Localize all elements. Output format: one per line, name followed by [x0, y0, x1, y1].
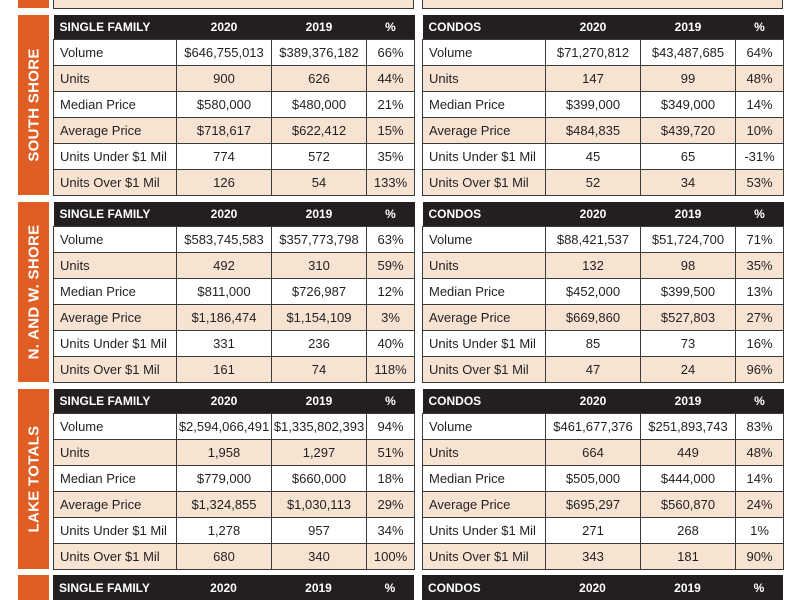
percent-change: 94%	[367, 414, 415, 440]
value-2019: 65	[641, 144, 736, 170]
value-2020: $71,270,812	[546, 40, 641, 66]
row-label: Median Price	[423, 92, 546, 118]
top-single-family-strip	[53, 0, 414, 9]
header-year-2020: 2020	[177, 202, 272, 227]
value-2019: $726,987	[272, 279, 367, 305]
row-label: Volume	[54, 414, 177, 440]
percent-change: 3%	[367, 305, 415, 331]
header-year-2020: 2020	[177, 389, 272, 414]
value-2019: 99	[641, 66, 736, 92]
table-row	[423, 279, 784, 305]
bottom-sidebar-stub	[18, 575, 49, 600]
percent-change: 21%	[367, 92, 415, 118]
value-2019: 236	[272, 331, 367, 357]
table-row	[54, 466, 415, 492]
row-label: Median Price	[54, 466, 177, 492]
single-family-table	[53, 389, 415, 570]
row-label: Units Over $1 Mil	[54, 357, 177, 383]
table-row	[423, 492, 784, 518]
row-label: Volume	[54, 227, 177, 253]
value-2020: 126	[177, 170, 272, 196]
value-2020: 664	[546, 440, 641, 466]
table-row	[423, 170, 784, 196]
condos-table	[422, 202, 784, 383]
percent-change: 40%	[367, 331, 415, 357]
percent-change: 27%	[736, 305, 784, 331]
value-2020: 85	[546, 331, 641, 357]
value-2020: $811,000	[177, 279, 272, 305]
value-2020: 680	[177, 544, 272, 570]
percent-change: 16%	[736, 331, 784, 357]
percent-change: 18%	[367, 466, 415, 492]
row-label: Units	[423, 440, 546, 466]
header-label: SINGLE FAMILY	[54, 389, 177, 414]
value-2019: $51,724,700	[641, 227, 736, 253]
table-row	[423, 357, 784, 383]
header-label: CONDOS	[423, 389, 546, 414]
row-label: Volume	[423, 40, 546, 66]
value-2020: 47	[546, 357, 641, 383]
row-label: Units Under $1 Mil	[54, 518, 177, 544]
header-percent: %	[736, 15, 784, 40]
header-label: CONDOS	[423, 15, 546, 40]
region-section	[0, 15, 800, 195]
row-label: Units Under $1 Mil	[54, 144, 177, 170]
header-label: CONDOS	[423, 202, 546, 227]
header-year-2019: 2019	[641, 202, 736, 227]
value-2020: $718,617	[177, 118, 272, 144]
value-2020: $1,186,474	[177, 305, 272, 331]
value-2020: $484,835	[546, 118, 641, 144]
header-year-2020: 2020	[210, 580, 237, 595]
table-row	[423, 331, 784, 357]
table-row	[423, 440, 784, 466]
percent-change: 15%	[367, 118, 415, 144]
row-label: Units Over $1 Mil	[54, 170, 177, 196]
value-2019: 340	[272, 544, 367, 570]
row-label: Volume	[54, 40, 177, 66]
value-2019: $560,870	[641, 492, 736, 518]
percent-change: 66%	[367, 40, 415, 66]
table-row	[423, 66, 784, 92]
row-label: Average Price	[54, 492, 177, 518]
value-2019: $1,335,802,393	[272, 414, 367, 440]
percent-change: 100%	[367, 544, 415, 570]
region-label: SOUTH SHORE	[25, 48, 42, 162]
value-2019: 572	[272, 144, 367, 170]
value-2019: 34	[641, 170, 736, 196]
region-label: LAKE TOTALS	[25, 425, 42, 533]
table-row	[54, 331, 415, 357]
table-row	[54, 144, 415, 170]
percent-change: 71%	[736, 227, 784, 253]
header-year-2019: 2019	[272, 15, 367, 40]
value-2019: $439,720	[641, 118, 736, 144]
table-row	[54, 279, 415, 305]
value-2020: $583,745,583	[177, 227, 272, 253]
header-percent: %	[736, 202, 784, 227]
percent-change: 133%	[367, 170, 415, 196]
value-2019: 54	[272, 170, 367, 196]
value-2019: 98	[641, 253, 736, 279]
row-label: Median Price	[423, 466, 546, 492]
row-label: Units Over $1 Mil	[423, 357, 546, 383]
header-label: SINGLE FAMILY	[54, 202, 177, 227]
percent-change: 48%	[736, 66, 784, 92]
row-label: Average Price	[54, 118, 177, 144]
value-2020: 900	[177, 66, 272, 92]
percent-change: 14%	[736, 466, 784, 492]
table-row	[423, 40, 784, 66]
row-label: Average Price	[423, 492, 546, 518]
table-row	[54, 544, 415, 570]
table-row	[423, 518, 784, 544]
value-2019: 626	[272, 66, 367, 92]
percent-change: 44%	[367, 66, 415, 92]
value-2019: $349,000	[641, 92, 736, 118]
row-label: Units Under $1 Mil	[423, 331, 546, 357]
row-label: Volume	[423, 227, 546, 253]
value-2020: $461,677,376	[546, 414, 641, 440]
value-2020: $452,000	[546, 279, 641, 305]
table-header-row	[423, 15, 784, 40]
value-2020: 45	[546, 144, 641, 170]
table-row	[423, 118, 784, 144]
row-label: Median Price	[54, 279, 177, 305]
bottom-single-family-header	[53, 575, 414, 600]
percent-change: 34%	[367, 518, 415, 544]
row-label: Units	[423, 253, 546, 279]
value-2020: 271	[546, 518, 641, 544]
value-2019: 1,297	[272, 440, 367, 466]
value-2019: $43,487,685	[641, 40, 736, 66]
header-percent: %	[367, 202, 415, 227]
percent-change: 53%	[736, 170, 784, 196]
row-label: Units Over $1 Mil	[423, 170, 546, 196]
percent-change: 29%	[367, 492, 415, 518]
value-2019: 449	[641, 440, 736, 466]
region-sidebar	[18, 202, 49, 382]
table-row	[54, 40, 415, 66]
percent-change: 51%	[367, 440, 415, 466]
value-2020: 1,958	[177, 440, 272, 466]
value-2019: $389,376,182	[272, 40, 367, 66]
table-row	[54, 92, 415, 118]
percent-change: 63%	[367, 227, 415, 253]
header-percent: %	[736, 389, 784, 414]
percent-change: 10%	[736, 118, 784, 144]
percent-change: 96%	[736, 357, 784, 383]
table-row	[54, 253, 415, 279]
header-year-2019: 2019	[641, 389, 736, 414]
table-row	[423, 144, 784, 170]
value-2019: 310	[272, 253, 367, 279]
value-2020: 331	[177, 331, 272, 357]
header-year-2019: 2019	[305, 580, 332, 595]
table-row	[423, 92, 784, 118]
value-2020: 132	[546, 253, 641, 279]
value-2020: $695,297	[546, 492, 641, 518]
header-year-2019: 2019	[272, 389, 367, 414]
region-section	[0, 202, 800, 382]
single-family-table	[53, 202, 415, 383]
header-percent: %	[367, 15, 415, 40]
value-2019: 74	[272, 357, 367, 383]
header-year-2020: 2020	[177, 15, 272, 40]
table-row	[54, 118, 415, 144]
row-label: Median Price	[423, 279, 546, 305]
value-2019: $622,412	[272, 118, 367, 144]
header-year-2019: 2019	[641, 15, 736, 40]
table-row	[54, 357, 415, 383]
bottom-condos-header	[422, 575, 783, 600]
region-label: N. AND W. SHORE	[25, 224, 42, 360]
header-year-2019: 2019	[272, 202, 367, 227]
row-label: Average Price	[423, 305, 546, 331]
value-2020: 147	[546, 66, 641, 92]
header-year-2020: 2020	[546, 202, 641, 227]
table-row	[54, 440, 415, 466]
header-year-2020: 2020	[579, 580, 606, 595]
table-row	[54, 170, 415, 196]
percent-change: 118%	[367, 357, 415, 383]
table-row	[423, 227, 784, 253]
table-row	[54, 305, 415, 331]
table-row	[54, 66, 415, 92]
percent-change: 83%	[736, 414, 784, 440]
table-row	[54, 492, 415, 518]
row-label: Median Price	[54, 92, 177, 118]
row-label: Average Price	[423, 118, 546, 144]
table-row	[54, 227, 415, 253]
value-2020: $580,000	[177, 92, 272, 118]
table-header-row	[54, 15, 415, 40]
row-label: Units Over $1 Mil	[423, 544, 546, 570]
header-label: SINGLE FAMILY	[59, 580, 150, 595]
percent-change: 1%	[736, 518, 784, 544]
value-2020: $2,594,066,491	[177, 414, 272, 440]
value-2019: $480,000	[272, 92, 367, 118]
header-label: CONDOS	[428, 580, 481, 595]
value-2020: 161	[177, 357, 272, 383]
table-row	[54, 518, 415, 544]
value-2019: $399,500	[641, 279, 736, 305]
percent-change: 90%	[736, 544, 784, 570]
value-2020: $88,421,537	[546, 227, 641, 253]
row-label: Units	[54, 66, 177, 92]
table-header-row	[423, 389, 784, 414]
header-year-2020: 2020	[546, 389, 641, 414]
value-2020: 52	[546, 170, 641, 196]
percent-change: 48%	[736, 440, 784, 466]
value-2019: $527,803	[641, 305, 736, 331]
percent-change: 35%	[367, 144, 415, 170]
value-2020: $669,860	[546, 305, 641, 331]
value-2020: 343	[546, 544, 641, 570]
row-label: Units Under $1 Mil	[423, 144, 546, 170]
percent-change: 13%	[736, 279, 784, 305]
value-2020: $399,000	[546, 92, 641, 118]
value-2019: $1,154,109	[272, 305, 367, 331]
region-sidebar	[18, 15, 49, 195]
condos-table	[422, 15, 784, 196]
header-year-2019: 2019	[674, 580, 701, 595]
row-label: Units	[423, 66, 546, 92]
header-label: SINGLE FAMILY	[54, 15, 177, 40]
percent-change: 35%	[736, 253, 784, 279]
header-percent: %	[384, 580, 396, 595]
header-year-2020: 2020	[546, 15, 641, 40]
row-label: Units Under $1 Mil	[423, 518, 546, 544]
value-2020: 1,278	[177, 518, 272, 544]
table-row	[423, 305, 784, 331]
value-2019: 73	[641, 331, 736, 357]
table-row	[423, 466, 784, 492]
percent-change: 14%	[736, 92, 784, 118]
table-header-row	[54, 389, 415, 414]
table-row	[423, 253, 784, 279]
value-2020: 492	[177, 253, 272, 279]
value-2020: $505,000	[546, 466, 641, 492]
value-2020: $646,755,013	[177, 40, 272, 66]
percent-change: 12%	[367, 279, 415, 305]
percent-change: 59%	[367, 253, 415, 279]
region-sidebar	[18, 389, 49, 569]
header-percent: %	[753, 580, 765, 595]
value-2019: $357,773,798	[272, 227, 367, 253]
row-label: Units	[54, 440, 177, 466]
row-label: Units Under $1 Mil	[54, 331, 177, 357]
percent-change: -31%	[736, 144, 784, 170]
table-header-row	[54, 202, 415, 227]
row-label: Units Over $1 Mil	[54, 544, 177, 570]
value-2019: $251,893,743	[641, 414, 736, 440]
single-family-table	[53, 15, 415, 196]
value-2019: 24	[641, 357, 736, 383]
percent-change: 24%	[736, 492, 784, 518]
row-label: Average Price	[54, 305, 177, 331]
condos-table	[422, 389, 784, 570]
table-row	[54, 414, 415, 440]
table-row	[423, 544, 784, 570]
value-2019: 181	[641, 544, 736, 570]
value-2019: $444,000	[641, 466, 736, 492]
percent-change: 64%	[736, 40, 784, 66]
table-row	[423, 414, 784, 440]
value-2019: 268	[641, 518, 736, 544]
row-label: Units	[54, 253, 177, 279]
value-2019: $660,000	[272, 466, 367, 492]
top-condos-strip	[422, 0, 783, 9]
value-2020: $1,324,855	[177, 492, 272, 518]
row-label: Volume	[423, 414, 546, 440]
table-header-row	[423, 202, 784, 227]
value-2019: 957	[272, 518, 367, 544]
value-2020: $779,000	[177, 466, 272, 492]
value-2020: 774	[177, 144, 272, 170]
region-section	[0, 389, 800, 569]
header-percent: %	[367, 389, 415, 414]
top-sidebar-stub	[18, 0, 49, 8]
value-2019: $1,030,113	[272, 492, 367, 518]
